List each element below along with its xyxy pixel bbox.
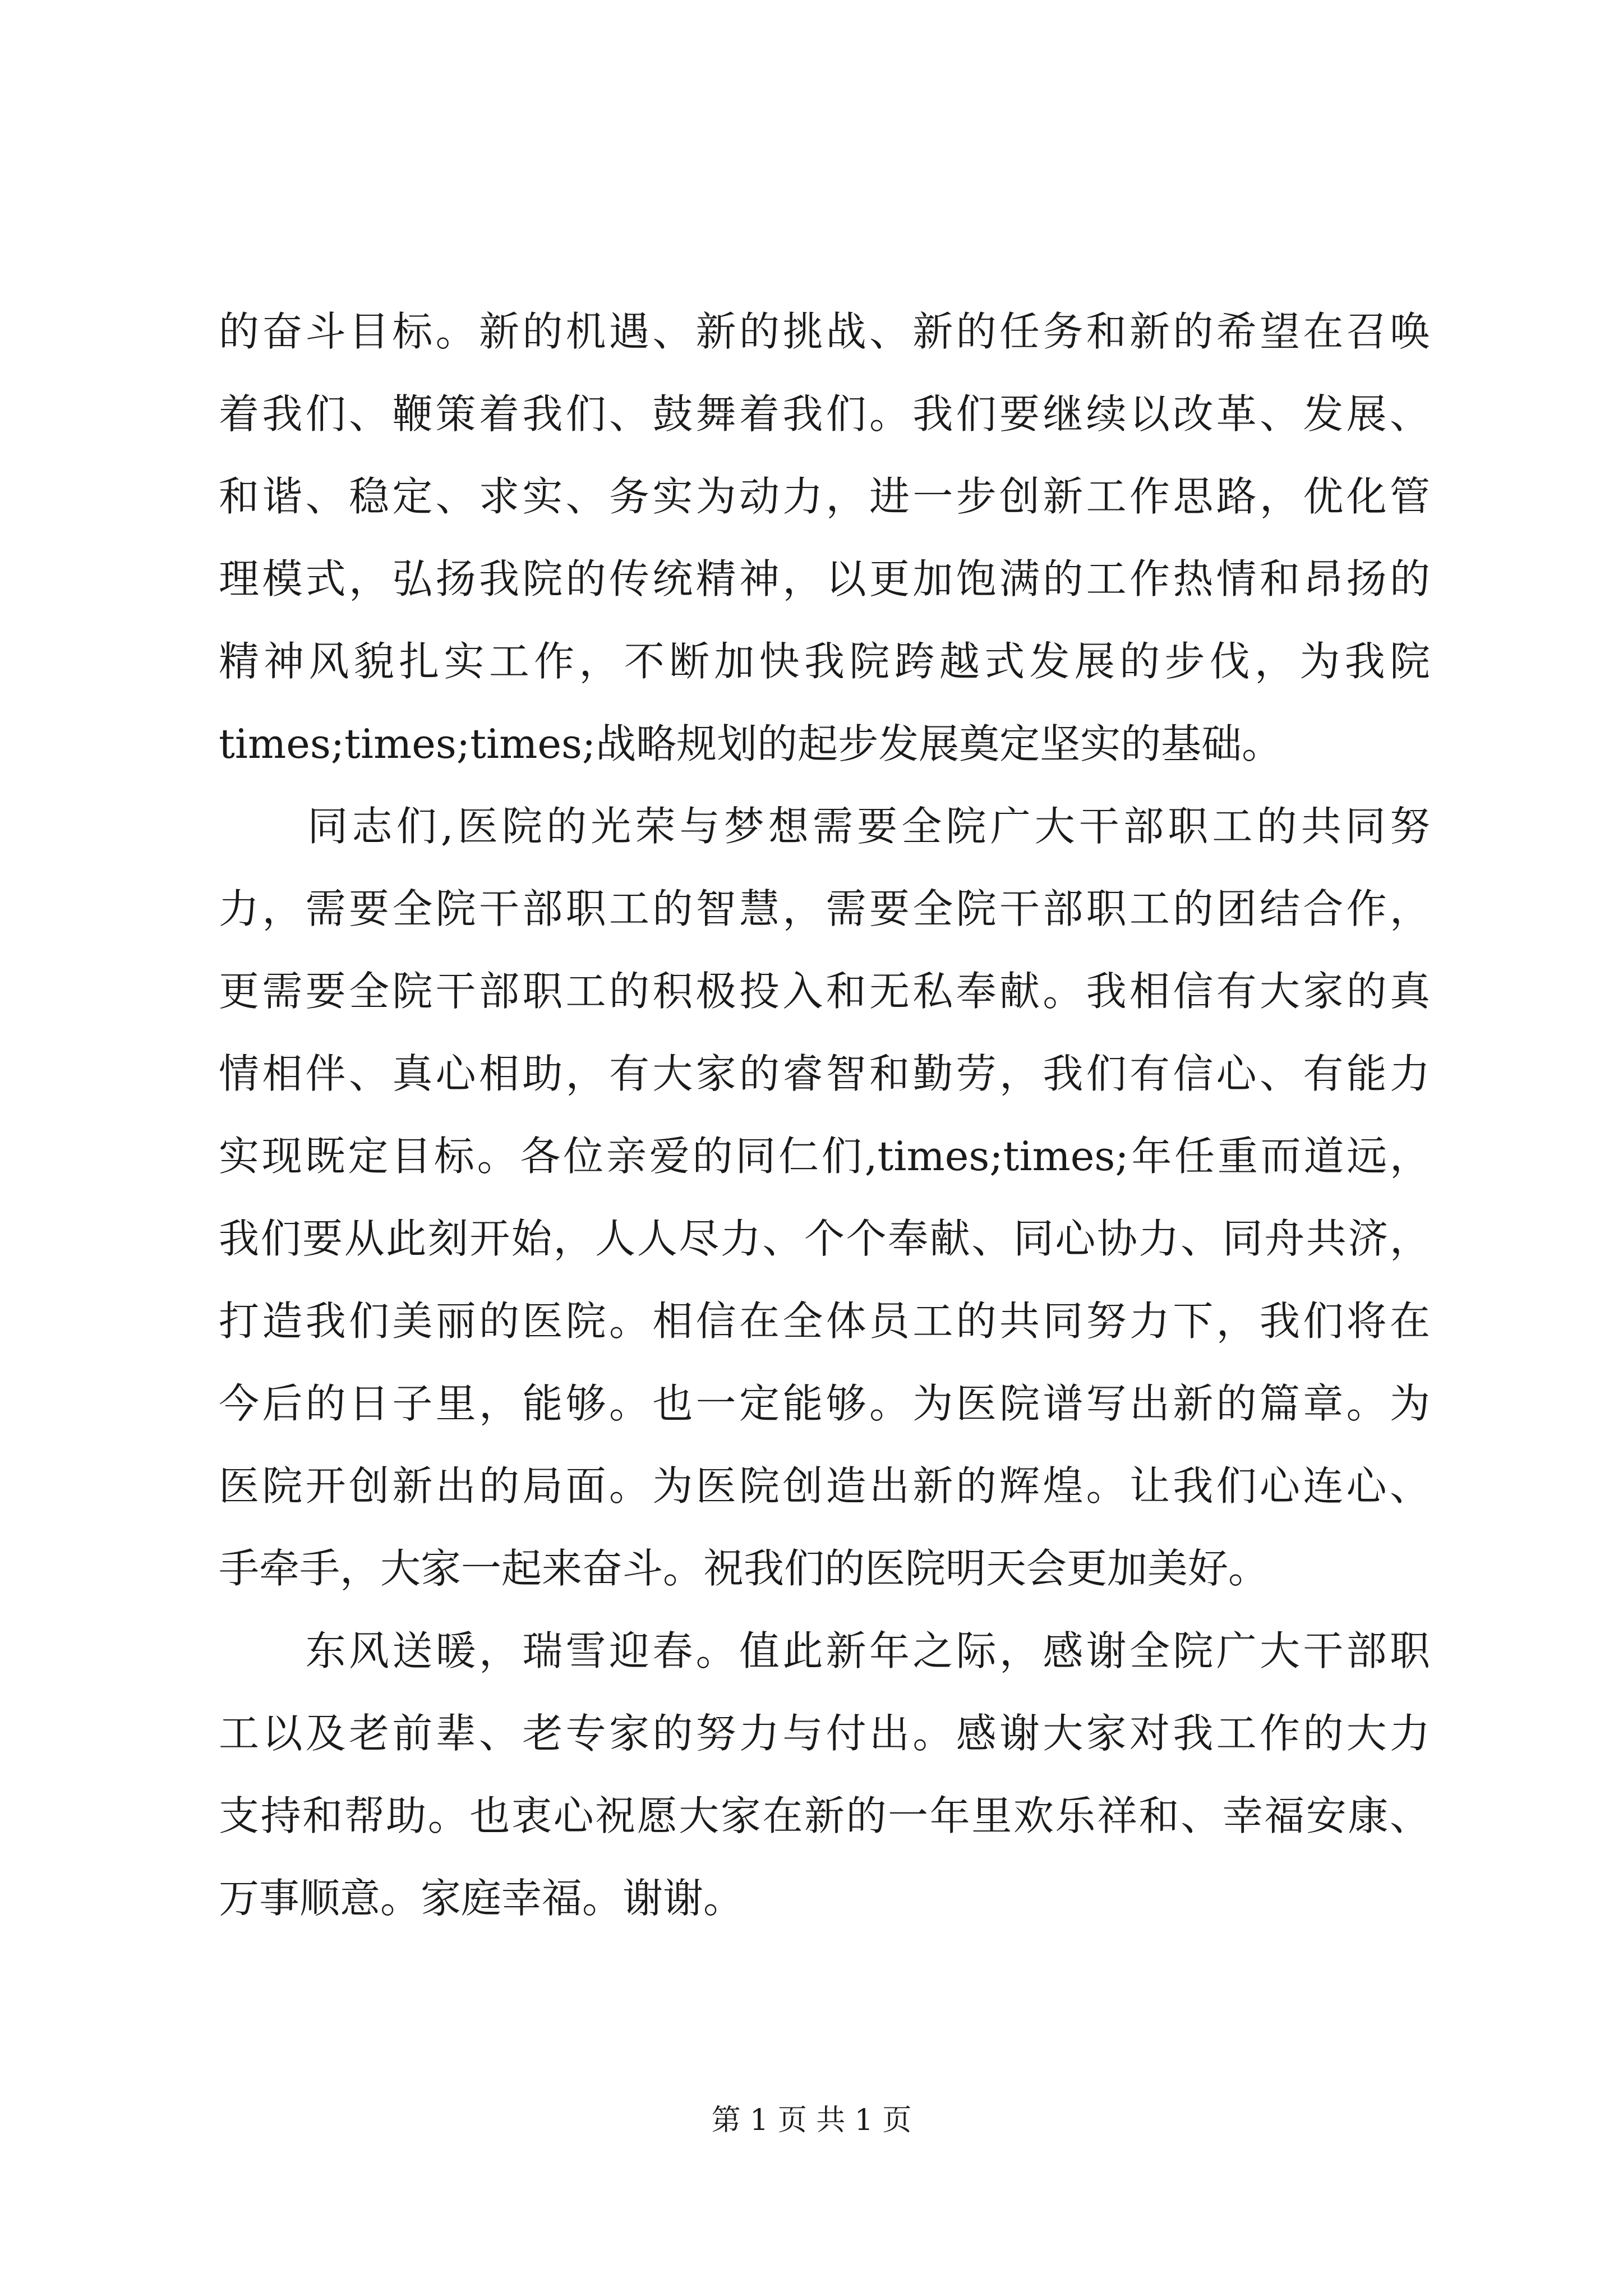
text-line: 手牵手，大家一起来奋斗。祝我们的医院明天会更加美好。: [219, 1545, 1269, 1592]
page-footer: [0, 2101, 1623, 2140]
text-line: 万事顺意。家庭幸福。谢谢。: [219, 1875, 744, 1922]
text-line: 同志们,医院的光荣与梦想需要全院广大干部职工的共同努: [219, 803, 1430, 850]
text-line: 实现既定目标。各位亲爱的同仁们,times;times;年任重而道远，: [219, 1133, 1430, 1180]
text-line: 的奋斗目标。新的机遇、新的挑战、新的任务和新的希望在召唤: [219, 308, 1430, 355]
text-line: 医院开创新出的局面。为医院创造出新的辉煌。让我们心连心、: [219, 1462, 1430, 1510]
text-line: 更需要全院干部职工的积极投入和无私奉献。我相信有大家的真: [219, 968, 1430, 1015]
text-line: 精神风貌扎实工作，不断加快我院跨越式发展的步伐，为我院: [219, 638, 1430, 685]
text-line: times;times;times;战略规划的起步发展奠定坚实的基础。: [219, 720, 1283, 767]
text-line: 东风送暖，瑞雪迎春。值此新年之际，感谢全院广大干部职: [219, 1627, 1430, 1674]
text-line: 理模式，弘扬我院的传统精神，以更加饱满的工作热情和昂扬的: [219, 555, 1430, 602]
text-line: 工以及老前辈、老专家的努力与付出。感谢大家对我工作的大力: [219, 1710, 1430, 1757]
text-line: 打造我们美丽的医院。相信在全体员工的共同努力下，我们将在: [219, 1297, 1430, 1345]
text-line: 今后的日子里，能够。也一定能够。为医院谱写出新的篇章。为: [219, 1380, 1430, 1427]
text-line: 着我们、鞭策着我们、鼓舞着我们。我们要继续以改革、发展、: [219, 390, 1430, 438]
page-number-label: 第 1 页 共 1 页: [711, 2104, 912, 2137]
text-line: 支持和帮助。也衷心祝愿大家在新的一年里欢乐祥和、幸福安康、: [219, 1792, 1430, 1839]
document-body: [219, 291, 1430, 1940]
text-line: 和谐、稳定、求实、务实为动力，进一步创新工作思路，优化管: [219, 473, 1430, 520]
text-line: 我们要从此刻开始，人人尽力、个个奉献、同心协力、同舟共济，: [219, 1215, 1430, 1262]
text-line: 力，需要全院干部职工的智慧，需要全院干部职工的团结合作，: [219, 885, 1430, 932]
text-line: 情相伴、真心相助，有大家的睿智和勤劳，我们有信心、有能力: [219, 1050, 1430, 1097]
